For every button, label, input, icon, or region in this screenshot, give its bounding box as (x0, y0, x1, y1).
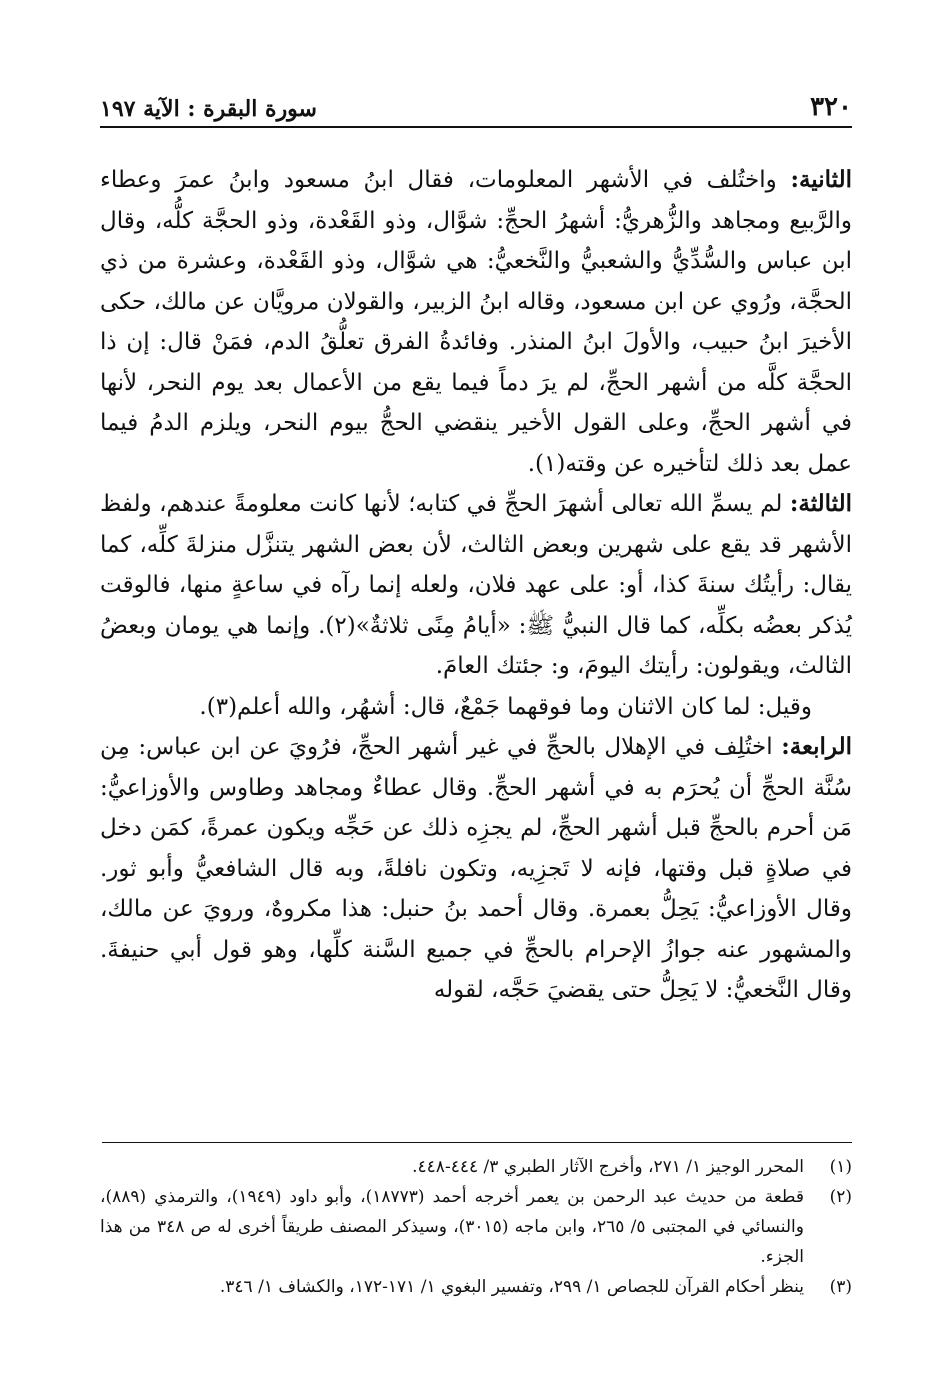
footnotes (100, 1152, 852, 1302)
page-header (100, 86, 852, 128)
footnote-text: قطعة من حديث عبد الرحمن بن يعمر أخرجه أحمد (١٨٧٧٣)، وأبو داود (١٩٤٩)، والترمذي (٨٨٩)، والنسائي في المجتبى ٥/ ٢٦٥، وابن ماجه (٣٠١٥)، وسيذكر المصنف طريقاً أخرى له ص ٣٤٨ من هذا الجزء. (100, 1187, 804, 1267)
section-text: وقيل: لما كان الاثنان وما فوقهما جَمْعٌ، قال: أشهُر، والله أعلم(٣). (199, 693, 812, 720)
section-lead: الرابعة: (781, 733, 853, 760)
footnote-text: المحرر الوجيز ١/ ٢٧١، وأخرج الآثار الطبري ٣/ ٤٤٤-٤٤٨. (412, 1157, 804, 1177)
section-text: لم يسمِّ الله تعالى أشهرَ الحجِّ في كتابه؛ لأنها كانت معلومةً عندهم، ولفظ الأشهر قد يقع على شهرين وبعض الثالث، لأن بعض الشهر يتنزَّل منزلةَ كلِّه، كما يقال: رأيتُك سنةَ كذا، أو: على عهد فلان، ولعله إنما رآه في ساعةٍ منها، فالوقت يُذكر بعضُه بكلِّه، كما قال النبيُّ ﷺ: «أيامُ مِنًى ثلاثةٌ»(٢). وإنما هي يومان وبعضُ الثالث، ويقولون: رأيتك اليومَ، و: جئتك العامَ. (100, 491, 852, 679)
footnote-number: (٣) (829, 1277, 852, 1297)
section-lead: الثالثة: (789, 490, 853, 517)
footnote-divider (102, 1142, 852, 1143)
running-title: سورة البقرة : الآية ١٩٧ (100, 96, 317, 122)
section-second (100, 160, 852, 484)
section-fourth (100, 727, 852, 1011)
main-text (100, 160, 852, 1011)
section-text: اختُلِف في الإهلال بالحجِّ في غير أشهر الحجِّ، فرُويَ عن ابن عباس: مِن سُنَّة الحجِّ أن يُحرَم به في أشهر الحجِّ. وقال عطاءٌ ومجاهد وطاوس والأوزاعيُّ: مَن أحرم بالحجِّ قبل أشهر الحجِّ، لم يجزِه ذلك عن حَجِّه ويكون عمرةً، كمَن دخل في صلاةٍ قبل وقتها، فإنه لا تَجزِيه، وتكون نافلةً، وبه قال الشافعيُّ وأبو ثور. وقال الأوزاعيُّ: يَحِلُّ بعمرة. وقال أحمد بنُ حنبل: هذا مكروهٌ، ورويَ عن مالك، والمشهور عنه جوازُ الإحرام بالحجِّ في جميع السَّنة كلِّها، وهو قول أبي حنيفةَ. وقال النَّخعيُّ: لا يَحِلُّ حتى يقضيَ حَجَّه، لقوله (100, 734, 852, 1003)
footnote-item (100, 1182, 852, 1272)
footnote-number: (١) (829, 1157, 852, 1177)
page-number: ٣٢٠ (810, 92, 852, 122)
footnote-item (100, 1272, 852, 1302)
section-third-note (100, 687, 852, 728)
section-text: واختُلف في الأشهر المعلومات، فقال ابنُ مسعود وابنُ عمرَ وعطاء والرَّبيع ومجاهد والزُّهريُّ: أشهرُ الحجِّ: شوَّال، وذو القَعْدة، وذو الحجَّة كلُّه، وقال ابن عباس والسُّدِّيُّ والشعبيُّ والنَّخعيُّ: هي شوَّال، وذو القَعْدة، وعشرة من ذي الحجَّة، ورُوي عن ابن مسعود، وقاله ابنُ الزبير، والقولان مرويَّان عن مالك، حكى الأخيرَ ابنُ حبيب، والأولَ ابنُ المنذر. وفائدةُ الفرق تعلُّقُ الدم، فمَنْ قال: إن ذا الحجَّة كلَّه من أشهر الحجِّ، لم يرَ دماً فيما يقع من الأعمال بعد يوم النحر، لأنها في أشهر الحجِّ، وعلى القول الأخير ينقضي الحجُّ بيوم النحر، ويلزم الدمُ فيما عمل بعد ذلك لتأخيره عن وقته(١). (100, 167, 852, 477)
section-third (100, 484, 852, 687)
footnote-number: (٢) (829, 1187, 852, 1207)
footnote-text: ينظر أحكام القرآن للجصاص ١/ ٢٩٩، وتفسير البغوي ١/ ١٧١-١٧٢، والكشاف ١/ ٣٤٦. (219, 1277, 804, 1297)
footnote-item (100, 1152, 852, 1182)
section-lead: الثانية: (790, 166, 852, 193)
